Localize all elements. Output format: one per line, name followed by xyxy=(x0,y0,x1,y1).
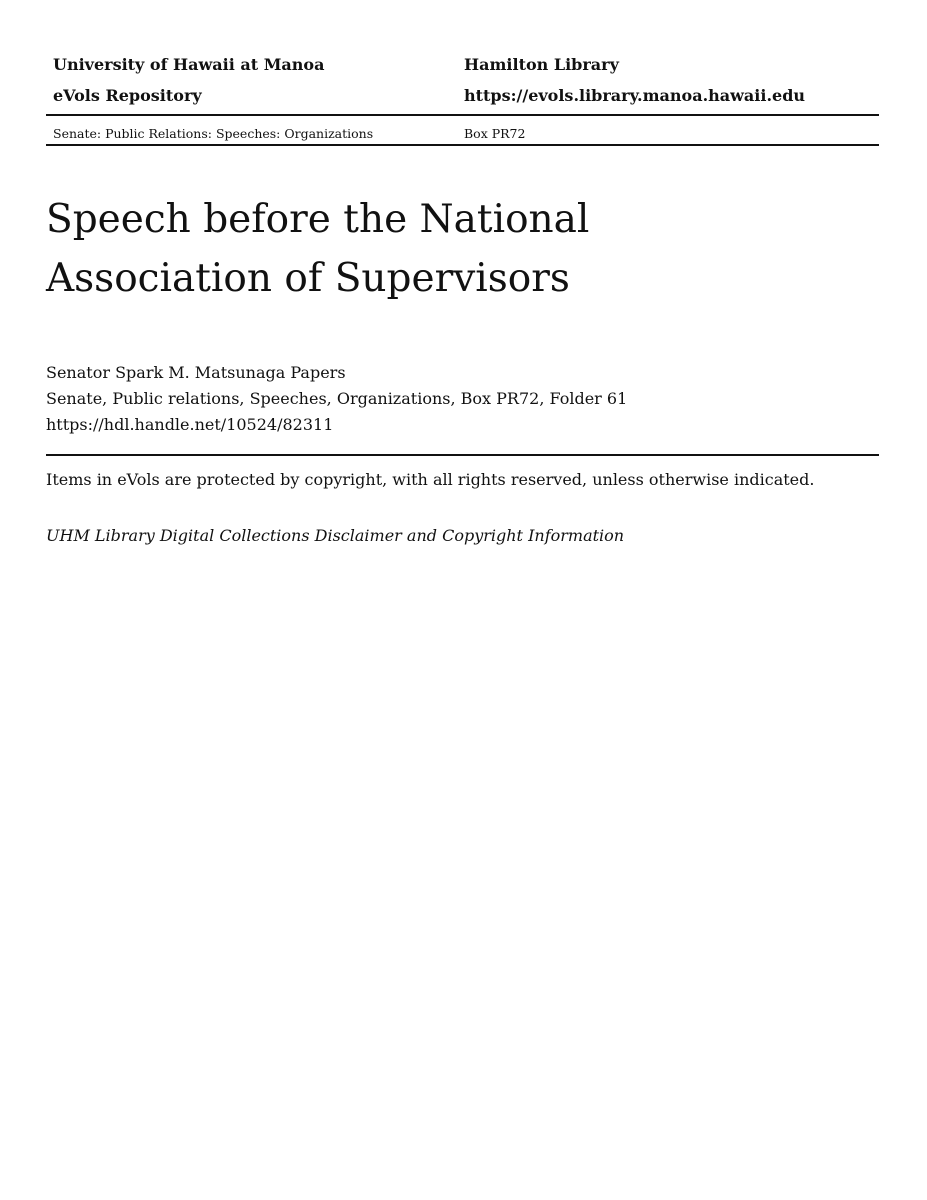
header-row-meta xyxy=(46,116,879,144)
repository-name: eVols Repository xyxy=(53,86,202,105)
repository-header xyxy=(46,52,879,146)
series-path: Senate: Public Relations: Speeches: Organizations xyxy=(53,126,374,141)
disclaimer-link[interactable]: UHM Library Digital Collections Disclaimer and Copyright Information xyxy=(46,526,625,545)
institution-name: University of Hawaii at Manoa xyxy=(53,55,325,74)
header-row-repository xyxy=(46,83,879,114)
collection-name: Senator Spark M. Matsunaga Papers xyxy=(46,363,346,382)
folder-location: Senate, Public relations, Speeches, Organizations, Box PR72, Folder 61 xyxy=(46,389,628,408)
rights-statement: Items in eVols are protected by copyright, with all rights reserved, unless otherwise indicated. xyxy=(46,470,815,489)
title-line-1: Speech before the National xyxy=(46,197,590,242)
library-name: Hamilton Library xyxy=(464,55,619,74)
header-row-institution xyxy=(46,52,879,83)
collection-info xyxy=(46,360,879,438)
title-line-2: Association of Supervisors xyxy=(46,256,570,301)
handle-link[interactable]: https://hdl.handle.net/10524/82311 xyxy=(46,415,334,434)
header-divider-bottom xyxy=(46,144,879,146)
repository-url[interactable]: https://evols.library.manoa.hawaii.edu xyxy=(464,86,806,105)
document-title xyxy=(46,190,879,308)
section-divider xyxy=(46,454,879,456)
box-label: Box PR72 xyxy=(464,126,526,141)
